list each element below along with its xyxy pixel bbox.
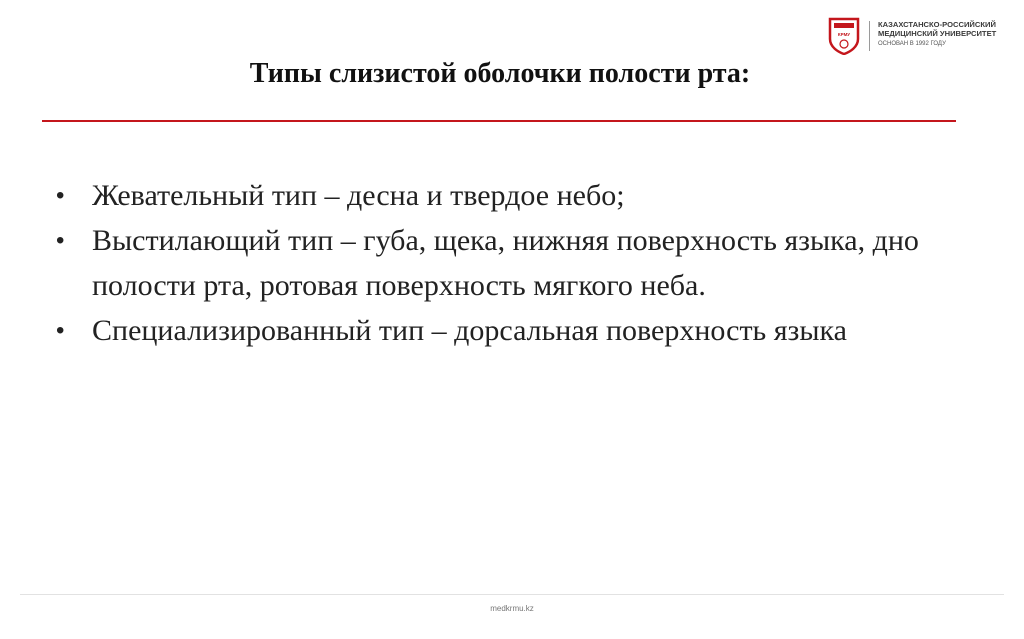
bullet-text: Специализированный тип – дорсальная поверхность языка — [92, 314, 847, 347]
bullet-mark: • — [56, 227, 65, 254]
logo-abbreviation: КРМУ — [837, 32, 851, 37]
university-name-line-2: МЕДИЦИНСКИЙ УНИВЕРСИТЕТ — [878, 29, 997, 38]
university-name-line-1: КАЗАХСТАНСКО-РОССИЙСКИЙ — [878, 20, 996, 29]
footer-site-link[interactable]: medkrmu.kz — [490, 604, 534, 613]
slide-title: Типы слизистой оболочки полости рта: — [249, 58, 751, 89]
university-name — [878, 20, 996, 38]
bullet-list — [56, 173, 986, 353]
bullet-item — [56, 218, 986, 308]
title-divider — [42, 120, 956, 122]
logo-divider — [869, 21, 870, 51]
footer-divider — [20, 594, 1004, 595]
shield-logo-icon — [828, 17, 860, 55]
bullet-item — [56, 308, 986, 353]
bullet-item — [56, 173, 986, 218]
university-logo — [828, 17, 1008, 57]
bullet-text: Жевательный тип – десна и твердое небо; — [92, 179, 625, 212]
bullet-mark: • — [56, 182, 65, 209]
bullet-mark: • — [56, 317, 65, 344]
founded-text: ОСНОВАН В 1992 ГОДУ — [878, 41, 946, 47]
bullet-text: Выстилающий тип – губа, щека, нижняя поверхность языка, дно полости рта, ротовая поверхность мягкого неба. — [92, 224, 919, 302]
